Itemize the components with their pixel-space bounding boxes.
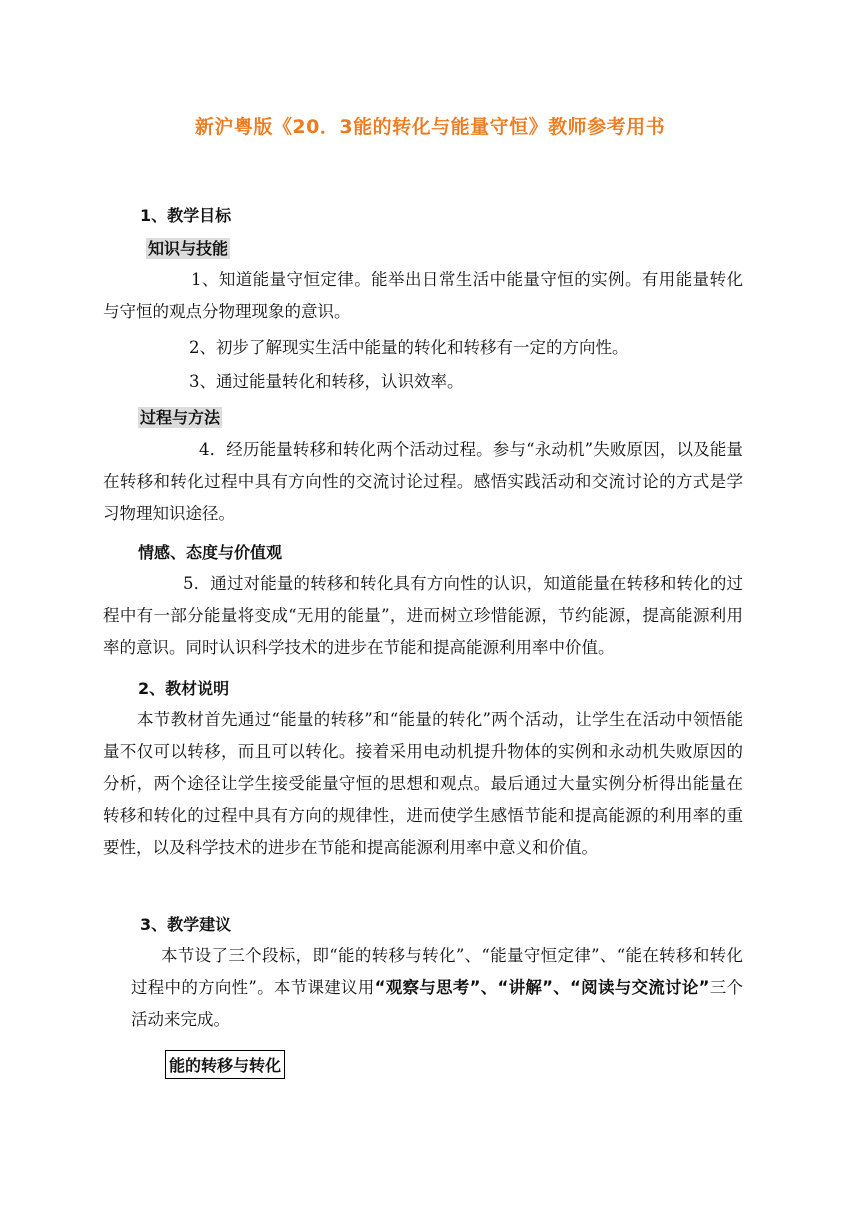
suggestions-body-part2: 三个活动来完成。 (131, 978, 743, 1029)
paragraph-process (103, 434, 743, 530)
knowledge-item-3: 3、通过能量转化和转移，认识效率。 (189, 372, 464, 391)
paragraph-textbook (103, 704, 743, 864)
paragraph-suggestions (131, 940, 743, 1036)
textbook-body: 本节教材首先通过“能量的转移”和“能量的转化”两个活动，让学生在活动中领悟能量不仅可以转移，而且可以转化。接着采用电动机提升物体的实例和永动机失败原因的分析，两个途径让学生接受能量守恒的思想和观点。最后通过大量实例分析得出能量在转移和转化的过程中具有方向的规律性，进而使学生感悟节能和提高能源的利用率的重要性，以及科学技术的进步在节能和提高能源利用率中意义和价值。 (103, 710, 743, 857)
section-heading-textbook: 2、教材说明 (138, 679, 230, 698)
section-heading-objectives: 1、教学目标 (140, 206, 232, 225)
subheading-knowledge-label: 知识与技能 (148, 239, 229, 258)
section-heading-suggestions: 3、教学建议 (140, 915, 232, 934)
values-item-5: 5．通过对能量的转移和转化具有方向性的认识，知道能量在转移和转化的过程中有一部分能量将变成“无用的能量”，进而树立珍惜能源，节约能源，提高能源利用率的意识。同时认识科学技术的进步在节能和提高能源利用率中价值。 (103, 574, 743, 657)
paragraph-values (103, 568, 743, 664)
knowledge-item-2: 2、初步了解现实生活中能量的转化和转移有一定的方向性。 (189, 338, 629, 357)
knowledge-item-1: 1、知道能量守恒定律。能举出日常生活中能量守恒的实例。有用能量转化与守恒的观点分物理现象的意识。 (103, 270, 743, 321)
paragraph-knowledge-1 (103, 264, 743, 328)
document-title: 新沪粤版《20．3能的转化与能量守恒》教师参考用书 (194, 116, 666, 138)
suggestions-body (131, 940, 743, 1036)
boxed-subheading-transfer: 能的转移与转化 (165, 1050, 285, 1079)
suggestions-activities: “观察与思考”、“讲解”、“阅读与交流讨论” (374, 978, 710, 997)
subheading-values: 情感、态度与价值观 (138, 543, 283, 562)
paragraph-knowledge-3 (103, 366, 743, 398)
subheading-knowledge (146, 236, 230, 259)
subheading-process (138, 405, 222, 428)
suggestions-body-part1: 本节设了三个段标，即“能的转移与转化”、“能量守恒定律”、“能在转移和转化过程中的方向性”。本节课建议用 (131, 946, 743, 997)
subheading-process-label: 过程与方法 (140, 408, 221, 427)
process-item-4: 4．经历能量转移和转化两个活动过程。参与“永动机”失败原因，以及能量在转移和转化过程中具有方向性的交流讨论过程。感悟实践活动和交流讨论的方式是学习物理知识途径。 (103, 440, 743, 523)
paragraph-knowledge-2 (103, 332, 743, 364)
